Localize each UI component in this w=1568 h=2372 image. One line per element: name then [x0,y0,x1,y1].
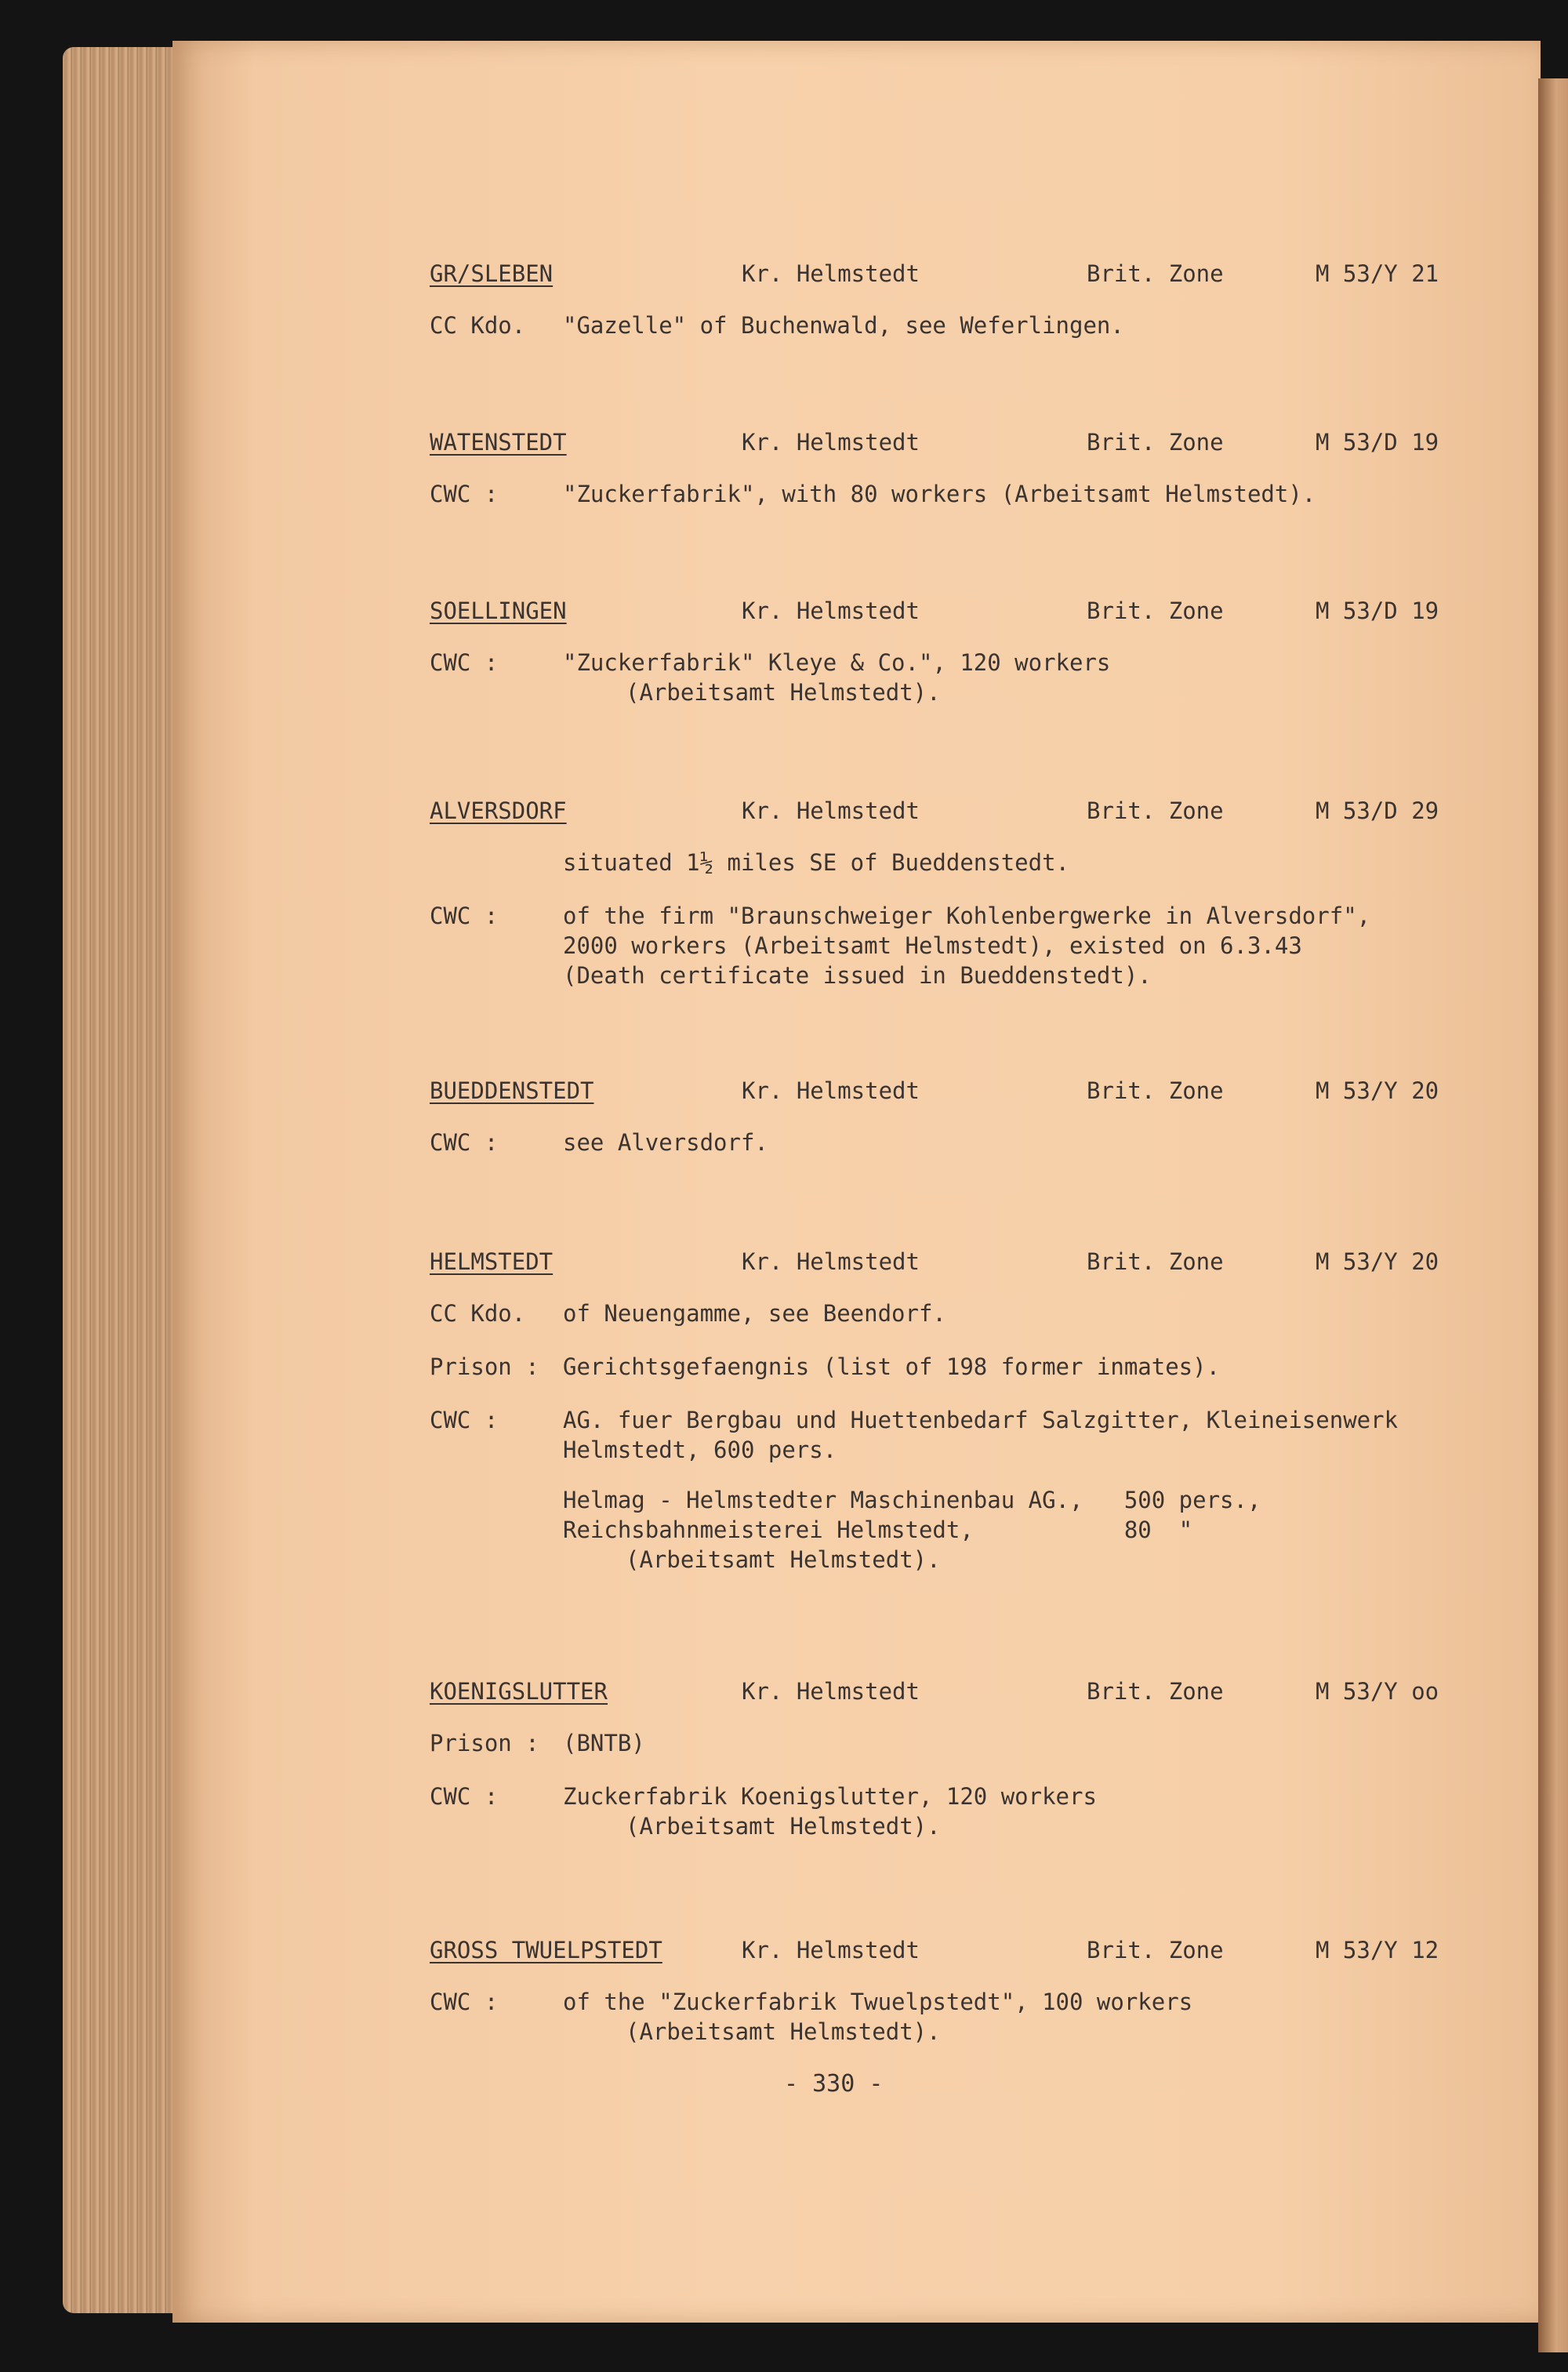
zone: Brit. Zone [1087,1248,1224,1275]
entry-label: CWC : [430,1129,499,1156]
zone: Brit. Zone [1087,598,1224,624]
place-name: GR/SLEBEN [430,260,554,287]
entry-label: CC Kdo. [430,1300,526,1327]
entry-text: "Gazelle" of Buchenwald, see Weferlingen. [563,312,1124,339]
entry-watenstedt [430,427,1449,509]
entry-text: of Neuengamme, see Beendorf. [563,1300,946,1327]
place-name: BUEDDENSTEDT [430,1077,594,1104]
district: Kr. Helmstedt [742,1077,920,1104]
entry-note: situated 1½ miles SE of Bueddenstedt. [563,849,1070,876]
entry-label: CWC : [430,1783,499,1810]
district: Kr. Helmstedt [742,797,920,824]
zone: Brit. Zone [1087,1077,1224,1104]
entry-text: Gerichtsgefaengnis (list of 198 former inmates). [563,1353,1221,1380]
place-name: SOELLINGEN [430,598,567,624]
entry-label: Prison : [430,1730,539,1756]
reference-code: M 53/Y oo [1316,1678,1439,1705]
entry-text: (Arbeitsamt Helmstedt). [626,2018,941,2045]
entry-text: (Arbeitsamt Helmstedt). [626,679,941,706]
entry-text: AG. fuer Bergbau und Huettenbedarf Salzgitter, Kleineisenwerk [563,1407,1399,1433]
district: Kr. Helmstedt [742,598,920,624]
page-stack-edges [63,47,188,2313]
entry-text: Helmag - Helmstedter Maschinenbau AG., 500 pers., [563,1487,1261,1513]
entry-soellingen [430,596,1449,707]
entry-label: Prison : [430,1353,539,1380]
entry-text: (Death certificate issued in Bueddenstedt). [563,962,1152,989]
page-number: - 330 - [784,2070,884,2098]
zone: Brit. Zone [1087,1678,1224,1705]
zone: Brit. Zone [1087,797,1224,824]
entry-text: Helmstedt, 600 pers. [563,1437,837,1463]
entry-label: CWC : [430,1989,499,2015]
entry-text: "Zuckerfabrik" Kleye & Co.", 120 workers [563,649,1111,676]
district: Kr. Helmstedt [742,1937,920,1963]
entry-text: (Arbeitsamt Helmstedt). [626,1813,941,1840]
entry-text: of the firm "Braunschweiger Kohlenbergwerke in Alversdorf", [563,903,1371,929]
entry-text: (Arbeitsamt Helmstedt). [626,1546,941,1573]
entry-alversdorf [430,796,1449,990]
entry-text: (BNTB) [563,1730,645,1756]
reference-code: M 53/D 29 [1316,797,1439,824]
place-name: KOENIGSLUTTER [430,1678,608,1705]
reference-code: M 53/Y 21 [1316,260,1439,287]
zone: Brit. Zone [1087,260,1224,287]
place-name: HELMSTEDT [430,1248,554,1275]
entry-text: see Alversdorf. [563,1129,768,1156]
entry-label: CWC : [430,1407,499,1433]
reference-code: M 53/Y 12 [1316,1937,1439,1963]
zone: Brit. Zone [1087,1937,1224,1963]
district: Kr. Helmstedt [742,429,920,456]
place-name: ALVERSDORF [430,797,567,824]
entry-label: CC Kdo. [430,312,526,339]
district: Kr. Helmstedt [742,1248,920,1275]
entry-label: CWC : [430,649,499,676]
entry-grasleben [430,259,1449,340]
entry-text: "Zuckerfabrik", with 80 workers (Arbeitsamt Helmstedt). [563,481,1316,507]
reference-code: M 53/D 19 [1316,598,1439,624]
entry-text: Reichsbahnmeisterei Helmstedt, 80 " [563,1517,1193,1543]
entry-text: Zuckerfabrik Koenigslutter, 120 workers [563,1783,1097,1810]
reference-code: M 53/D 19 [1316,429,1439,456]
entry-text: 2000 workers (Arbeitsamt Helmstedt), existed on 6.3.43 [563,932,1302,959]
entry-label: CWC : [430,481,499,507]
district: Kr. Helmstedt [742,260,920,287]
facing-page-edge [1538,78,1568,2352]
entry-koenigslutter [430,1676,1449,1841]
place-name: GROSS TWUELPSTEDT [430,1937,662,1963]
entry-bueddenstedt [430,1076,1449,1157]
reference-code: M 53/Y 20 [1316,1248,1439,1275]
entry-label: CWC : [430,903,499,929]
district: Kr. Helmstedt [742,1678,920,1705]
entry-text: of the "Zuckerfabrik Twuelpstedt", 100 workers [563,1989,1193,2015]
reference-code: M 53/Y 20 [1316,1077,1439,1104]
zone: Brit. Zone [1087,429,1224,456]
entry-gross-twuelpstedt [430,1935,1449,2047]
entry-helmstedt [430,1247,1449,1575]
place-name: WATENSTEDT [430,429,567,456]
